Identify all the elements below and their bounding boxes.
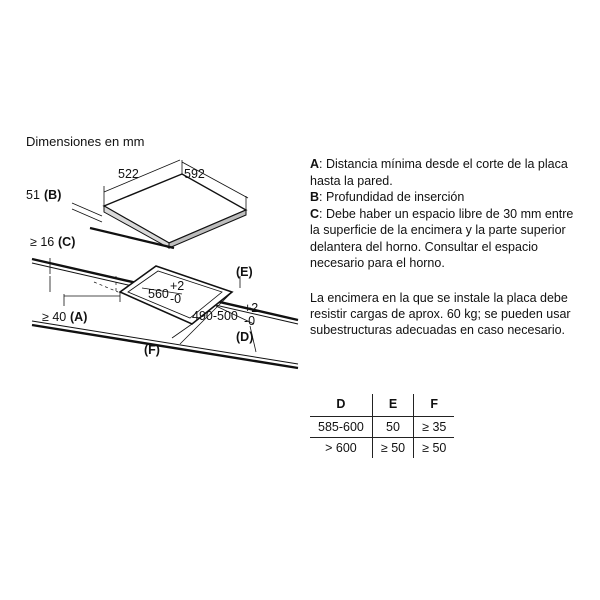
dim-560-label: 560 [148,287,169,301]
table-cell: > 600 [310,438,372,459]
legend-key-b: B [310,190,320,204]
legend-item-a: A: Distancia mínima desde el corte de la placa hasta la pared. [310,157,568,188]
table-header-d: D [310,394,372,417]
tol-490-plus: +2 [244,301,259,315]
dim-16-label: ≥ 16 [30,235,55,249]
table-cell: 585-600 [310,417,372,438]
legend-text-b: Profundidad de inserción [325,190,465,204]
key-c-label: (C) [58,235,76,249]
key-d-label: (D) [236,330,254,344]
load-note: La encimera en la que se instale la placa debe resistir cargas de aprox. 60 kg; se pueden usar subestructuras adecuadas en caso necesario. [310,291,571,337]
dim-51-label: 51 [26,188,40,202]
table-row [310,438,454,459]
legend-item-c: C: Debe haber un espacio libre de 30 mm entre la superficie de la encimera y la parte superior delantera del horno. Consultar el espacio necesario para el horno. [310,206,574,270]
dim-522-label: 522 [118,167,139,181]
key-b-label: (B) [44,188,62,202]
table-cell: ≥ 35 [414,417,455,438]
key-a-label: (A) [70,310,88,324]
dim-490-500-label: 490-500 [192,309,238,323]
tol-560-plus: +2 [170,279,185,293]
figure-frame [24,126,576,478]
legend [310,156,574,272]
key-e-label: (E) [236,265,253,279]
dim-592-label: 592 [184,167,205,181]
table-header-e: E [372,394,413,417]
key-f-label: (F) [144,343,160,357]
legend-item-b: B: Profundidad de inserción [310,190,465,204]
dim-40-label: ≥ 40 [42,310,67,324]
tol-490-minus: -0 [244,314,256,328]
clearance-table [310,394,454,458]
table-cell: ≥ 50 [414,438,455,459]
table-header-f: F [414,394,455,417]
legend-key-a: A [310,157,320,171]
legend-text-c: Debe haber un espacio libre de 30 mm entre la superficie de la encimera y la parte superior delantera del horno. Consultar el espacio necesario para el horno. [310,206,574,270]
installation-diagram [24,126,314,478]
table-cell: ≥ 50 [372,438,413,459]
tol-560-minus: -0 [170,292,182,306]
table-row [310,417,454,438]
legend-key-c: C [310,206,320,221]
legend-text-a: Distancia mínima desde el corte de la placa hasta la pared. [310,157,568,188]
dimensions-title: Dimensiones en mm [26,134,145,149]
table-cell: 50 [372,417,413,438]
